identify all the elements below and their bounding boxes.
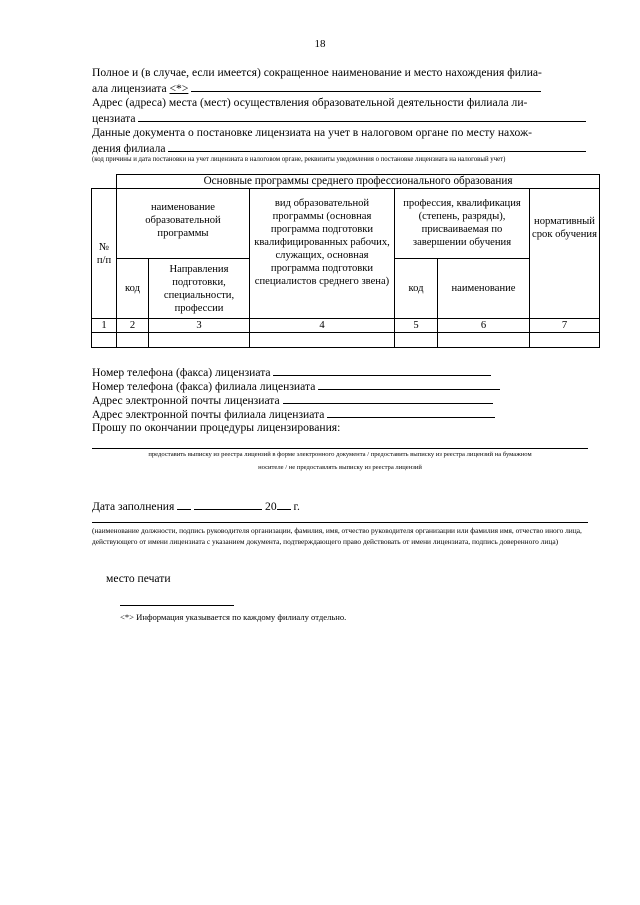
- branch-name-line-2: [92, 80, 541, 96]
- footnote-rule: [120, 605, 234, 606]
- table-cell[interactable]: [530, 333, 600, 348]
- table-row[interactable]: [92, 333, 600, 348]
- branch-address-label-end: цензиата: [92, 112, 136, 125]
- date-year-suffix: г.: [293, 500, 300, 513]
- email-branch-label: Адрес электронной почты филиала лицензиата: [92, 408, 325, 421]
- email-branch-field[interactable]: [327, 406, 495, 418]
- branch-address-line-2: [92, 110, 586, 126]
- table-group-header: Основные программы среднего профессионального образования: [117, 175, 600, 189]
- date-line: [92, 498, 300, 514]
- table-cell[interactable]: [149, 333, 250, 348]
- options-note-1: предоставить выписку из реестра лицензий в форме электронного документа / предоставить выписку из реестра лицензий на бумажном: [148, 451, 532, 458]
- index-cell: 5: [395, 319, 438, 333]
- tax-doc-line-1: Данные документа о постановке лицензиата на учет в налоговом органе по месту нахож-: [92, 126, 532, 139]
- phone-label: Номер телефона (факса) лицензиата: [92, 366, 271, 379]
- phone-branch-label: Номер телефона (факса) филиала лицензиата: [92, 380, 316, 393]
- index-cell: 2: [117, 319, 149, 333]
- programs-table: [91, 174, 600, 348]
- email-label: Адрес электронной почты лицензиата: [92, 394, 280, 407]
- tax-doc-note: (код причины и дата постановки на учет лицензиата в налоговом органе, реквизиты уведомления о постановке лицензиата на налоговый учет): [92, 156, 506, 163]
- index-cell: 7: [530, 319, 600, 333]
- email-branch-line: [92, 406, 495, 422]
- signature-note: (наименование должности, подпись руководителя организации, фамилия, имя, отчество руководителя организации или фамилия имя, отчество иного лица, действующего от имени лицензиата с указанием документа, подтверждающего право действовать от имени лицензиата, подпись доверенного лица): [92, 526, 582, 546]
- options-note-2: носителе / не предоставлять выписку из реестра лицензий: [258, 464, 422, 471]
- table-cell[interactable]: [92, 333, 117, 348]
- branch-name-field[interactable]: [191, 80, 541, 92]
- date-year-field[interactable]: [277, 498, 291, 510]
- branch-name-line-1: Полное и (в случае, если имеется) сокращенное наименование и место нахождения филиа-: [92, 66, 542, 79]
- table-cell[interactable]: [395, 333, 438, 348]
- col-prof-name-header: наименование: [438, 259, 530, 319]
- index-cell: 6: [438, 319, 530, 333]
- tax-doc-line-2: [92, 140, 586, 156]
- phone-field[interactable]: [273, 364, 491, 376]
- tax-doc-label-end: дения филиала: [92, 142, 166, 155]
- page-number: 18: [314, 38, 326, 50]
- options-rule: [92, 448, 588, 449]
- date-label: Дата заполнения: [92, 500, 175, 513]
- index-cell: 4: [250, 319, 395, 333]
- table-cell[interactable]: [438, 333, 530, 348]
- request-text: Прошу по окончании процедуры лицензирования:: [92, 421, 341, 434]
- col-profession-header: профессия, квалификация (степень, разряды), присваиваемая по завершении обучения: [395, 189, 530, 259]
- index-cell: 1: [92, 319, 117, 333]
- col-kind-header: вид образовательной программы (основная программа подготовки квалифицированных рабочих, служащих, основная программа подготовки специалистов среднего звена): [250, 189, 395, 319]
- index-row: [92, 319, 600, 333]
- signature-rule: [92, 522, 588, 523]
- index-cell: 3: [149, 319, 250, 333]
- table-cell[interactable]: [250, 333, 395, 348]
- footnote-text: <*> Информация указывается по каждому филиалу отдельно.: [120, 612, 347, 622]
- date-day-field[interactable]: [177, 498, 191, 510]
- branch-name-label-end: ала лицензиата: [92, 82, 170, 95]
- col-code-header: код: [117, 259, 149, 319]
- stamp-place: место печати: [106, 572, 171, 585]
- phone-branch-field[interactable]: [318, 378, 500, 390]
- branch-address-line-1: Адрес (адреса) места (мест) осуществления образовательной деятельности филиала ли-: [92, 96, 528, 109]
- tax-doc-field[interactable]: [168, 140, 586, 152]
- col-prof-code-header: код: [395, 259, 438, 319]
- email-field[interactable]: [283, 392, 493, 404]
- col-program-name-header: наименование образовательной программы: [117, 189, 250, 259]
- branch-address-field[interactable]: [138, 110, 586, 122]
- date-year-prefix: 20: [265, 500, 277, 513]
- col-term-header: нормативный срок обучения: [530, 189, 600, 319]
- table-cell[interactable]: [117, 333, 149, 348]
- footnote-ref: <*>: [169, 82, 189, 95]
- date-month-field[interactable]: [194, 498, 262, 510]
- col-num-header: № п/п: [92, 189, 117, 319]
- col-directions-header: Направления подготовки, специальности, профессии: [149, 259, 250, 319]
